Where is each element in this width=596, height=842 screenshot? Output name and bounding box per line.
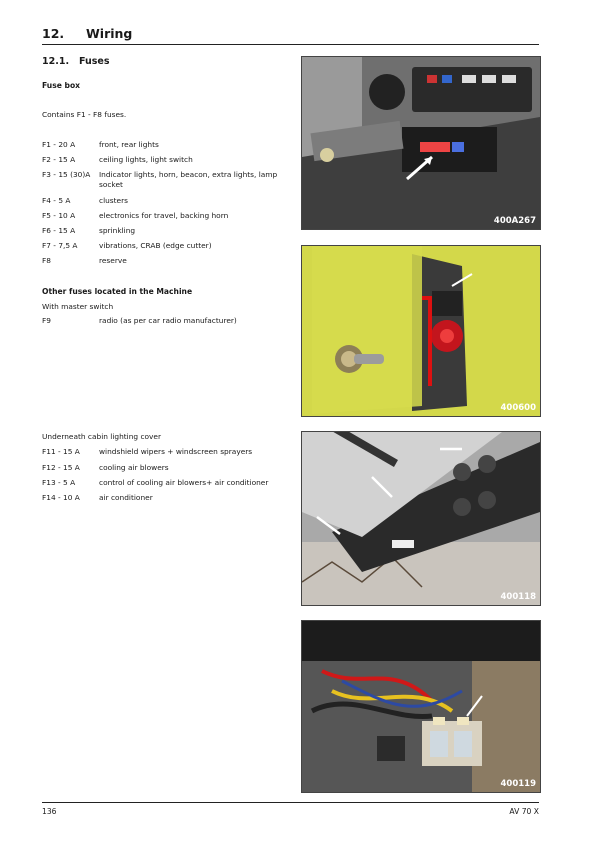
master-switch-note: With master switch bbox=[42, 302, 114, 311]
cabin-cover-photo bbox=[301, 431, 541, 606]
wiring-illustration bbox=[302, 621, 540, 792]
model-name: AV 70 X bbox=[509, 807, 539, 816]
fuse-code: F4 - 5 A bbox=[42, 196, 71, 205]
chapter-number: 12. bbox=[42, 26, 65, 41]
fuse-code: F7 - 7,5 A bbox=[42, 241, 78, 250]
fuse-code: F13 - 5 A bbox=[42, 478, 76, 487]
footer-rule bbox=[42, 802, 539, 803]
section-title: Fuses bbox=[79, 56, 110, 67]
cabin-cover-note: Underneath cabin lighting cover bbox=[42, 432, 162, 441]
fuse-code: F6 - 15 A bbox=[42, 226, 76, 235]
fuse-box-heading: Fuse box bbox=[42, 81, 81, 90]
photo-caption: 400119 bbox=[500, 779, 536, 789]
fuse-description: radio (as per car radio manufacturer) bbox=[99, 316, 237, 325]
chapter-title: Wiring bbox=[86, 26, 133, 41]
fuse-code: F5 - 10 A bbox=[42, 211, 76, 220]
fuse-code: F3 - 15 (30)A bbox=[42, 170, 91, 179]
fuse-code: F12 - 15 A bbox=[42, 463, 80, 472]
fuse-description: reserve bbox=[99, 256, 127, 265]
fuse-description: electronics for travel, backing horn bbox=[99, 211, 229, 220]
fuse-code: F14 - 10 A bbox=[42, 493, 80, 502]
fuse-description: windshield wipers + windscreen sprayers bbox=[99, 447, 253, 456]
photo-caption: 400600 bbox=[500, 403, 536, 413]
master-switch-illustration bbox=[302, 246, 540, 416]
fuse-description: ceiling lights, light switch bbox=[99, 155, 193, 164]
fuse-description: cooling air blowers bbox=[99, 463, 169, 472]
fuse-description: front, rear lights bbox=[99, 140, 159, 149]
fuse-description: air conditioner bbox=[99, 493, 153, 502]
fuse-description: vibrations, CRAB (edge cutter) bbox=[99, 241, 212, 250]
fuse-code: F2 - 15 A bbox=[42, 155, 76, 164]
fuse-box-intro: Contains F1 - F8 fuses. bbox=[42, 110, 127, 119]
cabin-illustration bbox=[302, 432, 540, 605]
fuse-code: F9 bbox=[42, 316, 51, 325]
fuse-description: Indicator lights, horn, beacon, extra lights, lamp socket bbox=[99, 170, 278, 189]
fuse-description: sprinkling bbox=[99, 226, 136, 235]
master-switch-photo bbox=[301, 245, 541, 417]
dashboard-illustration bbox=[302, 57, 540, 229]
wiring-fuses-photo bbox=[301, 620, 541, 793]
fuse-box-photo bbox=[301, 56, 541, 230]
section-number: 12.1. bbox=[42, 56, 70, 67]
fuse-code: F8 bbox=[42, 256, 51, 265]
other-fuses-heading: Other fuses located in the Machine bbox=[42, 287, 193, 296]
chapter-heading bbox=[42, 26, 539, 45]
photo-caption: 400A267 bbox=[493, 216, 536, 226]
fuse-description: clusters bbox=[99, 196, 128, 205]
fuse-description: control of cooling air blowers+ air conditioner bbox=[99, 478, 269, 487]
page-number: 136 bbox=[42, 807, 57, 816]
photo-caption: 400118 bbox=[500, 592, 536, 602]
fuse-code: F1 - 20 A bbox=[42, 140, 76, 149]
fuse-code: F11 - 15 A bbox=[42, 447, 80, 456]
